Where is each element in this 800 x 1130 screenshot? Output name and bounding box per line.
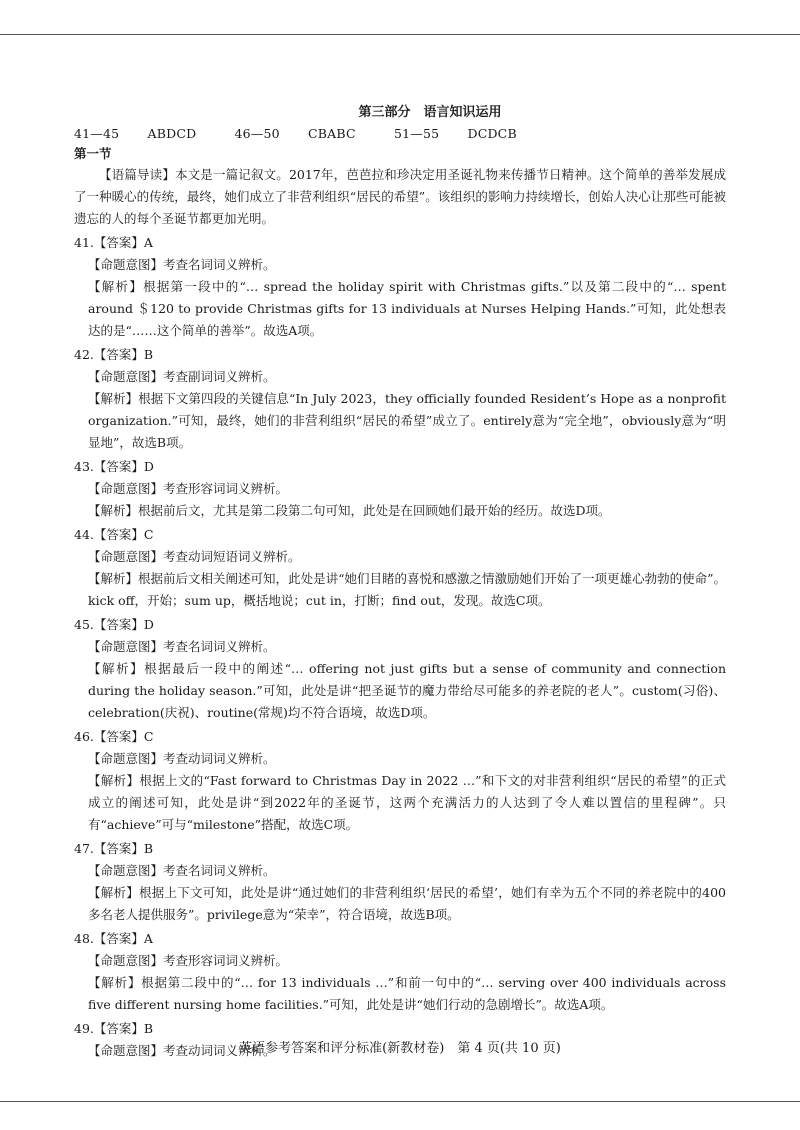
answer-key-answers: ABDCD (147, 126, 197, 141)
answer-label: 43.【答案】D (74, 459, 154, 474)
answer-label: 45.【答案】D (74, 617, 154, 632)
top-rule (0, 34, 800, 35)
answer-label: 49.【答案】B (74, 1021, 154, 1036)
item-intent: 【命题意图】考查形容词词义辨析。 (88, 481, 289, 496)
answer-key-row (74, 124, 726, 144)
answer-item (74, 838, 726, 926)
answer-items (74, 232, 726, 1062)
item-intent: 【命题意图】考查名词词义辨析。 (88, 863, 276, 878)
item-intent: 【命题意图】考查动词短语词义辨析。 (88, 549, 301, 564)
answer-key-range: 41—45 (74, 126, 120, 141)
answer-item (74, 344, 726, 454)
answer-item (74, 456, 726, 522)
item-intent: 【命题意图】考查动词词义辨析。 (88, 1043, 276, 1058)
item-intent: 【命题意图】考查名词词义辨析。 (88, 639, 276, 654)
item-analysis: 【解析】根据前后文，尤其是第二段第二句可知，此处是在回顾她们最开始的经历。故选D项。 (88, 503, 611, 518)
item-analysis: 【解析】根据最后一段中的阐述“… offering not just gifts but a sense of community and connection during the holiday season.”可知，此处是讲“把圣诞节的魔力带给尽可能多的养老院的老人”。custom(习俗)、celebration(庆祝)、routine(常规)均不符合语境，故选D项。 (88, 661, 726, 720)
section-title: 第三部分 语言知识运用 (358, 105, 502, 120)
passage-guide: 【语篇导读】本文是一篇记叙文。2017年，芭芭拉和珍决定用圣诞礼物来传播节日精神。这个简单的善举发展成了一种暖心的传统，最终，她们成立了非营利组织“居民的希望”。该组织的影响力持续增长，创始人决心让那些可能被遗忘的人的每个圣诞节都更加光明。 (74, 167, 726, 226)
answer-label: 42.【答案】B (74, 347, 154, 362)
item-analysis: 【解析】根据上文的“Fast forward to Christmas Day in 2022 …”和下文的对非营利组织“居民的希望”的正式成立的阐述可知，此处是讲“到2022年的圣诞节，这两个充满活力的人达到了令人难以置信的里程碑”。只有“achieve”可与“milestone”搭配，故选C项。 (88, 773, 726, 832)
item-analysis: 【解析】根据下文第四段的关键信息“In July 2023，they officially founded Resident’s Hope as a nonprofit organization.”可知，最终，她们的非营利组织“居民的希望”成立了。entirely意为“完全地”，obviously意为“明显地”，故选B项。 (88, 391, 726, 450)
item-intent: 【命题意图】考查名词词义辨析。 (88, 257, 276, 272)
answer-key-range: 46—50 (234, 126, 280, 141)
answer-label: 44.【答案】C (74, 527, 154, 542)
item-intent: 【命题意图】考查动词词义辨析。 (88, 751, 276, 766)
document-body (74, 102, 726, 1062)
answer-item (74, 524, 726, 612)
item-analysis: 【解析】根据第二段中的“… for 13 individuals …”和前一句中的“… serving over 400 individuals across five different nursing home facilities.”可知，此处是讲“她们行动的急剧增长”。故选A项。 (88, 975, 726, 1012)
part-heading: 第一节 (74, 146, 112, 161)
answer-label: 47.【答案】B (74, 841, 154, 856)
item-analysis: 【解析】根据上下文可知，此处是讲“通过她们的非营利组织‘居民的希望’，她们有幸为五个不同的养老院中的400多名老人提供服务”。privilege意为“荣幸”，符合语境，故选B项。 (88, 885, 726, 922)
answer-item (74, 726, 726, 836)
bottom-rule (0, 1101, 800, 1102)
item-intent: 【命题意图】考查副词词义辨析。 (88, 369, 276, 384)
answer-label: 48.【答案】A (74, 931, 153, 946)
answer-item (74, 232, 726, 342)
item-intent: 【命题意图】考查形容词词义辨析。 (88, 953, 289, 968)
answer-key-answers: CBABC (308, 126, 356, 141)
item-analysis: 【解析】根据前后文相关阐述可知，此处是讲“她们目睹的喜悦和感激之情激励她们开始了一项更雄心勃勃的使命”。kick off，开始；sum up，概括地说；cut in，打断；find out，发现。故选C项。 (88, 571, 726, 608)
page-footer: 英语参考答案和评分标准(新教材卷) 第 4 页(共 10 页) (239, 1041, 561, 1056)
answer-label: 46.【答案】C (74, 729, 154, 744)
answer-label: 41.【答案】A (74, 235, 153, 250)
answer-item (74, 614, 726, 724)
item-analysis: 【解析】根据第一段中的“… spread the holiday spirit with Christmas gifts.”以及第二段中的“… spent around ＄120 to provide Christmas gifts for 13 individuals at Nurses Helping Hands.”可知，此处想表达的是“……这个简单的善举”。故选A项。 (88, 279, 726, 338)
answer-item (74, 928, 726, 1016)
answer-key-answers: DCDCB (467, 126, 517, 141)
answer-key-range: 51—55 (393, 126, 440, 141)
